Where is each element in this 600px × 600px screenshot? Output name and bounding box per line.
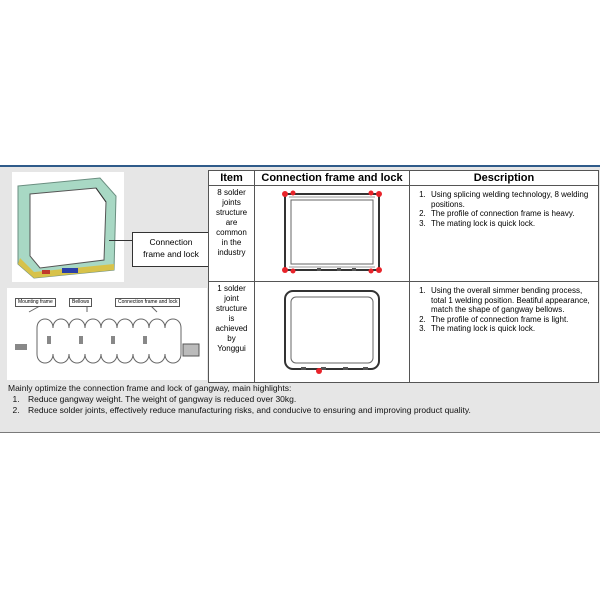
mounting-frame-label: Mounting frame bbox=[15, 298, 56, 307]
connection-frame-render bbox=[12, 172, 124, 282]
item-text: achieved bbox=[215, 324, 248, 333]
description-header: Description bbox=[410, 171, 599, 186]
item-text: structure bbox=[215, 304, 248, 313]
table-header-row bbox=[209, 171, 599, 186]
item-text: industry bbox=[217, 248, 246, 257]
item-cell bbox=[209, 186, 255, 282]
description-item: 3. The mating lock is quick lock. bbox=[428, 324, 594, 334]
description-cell bbox=[410, 186, 599, 282]
description-item: 2. The profile of connection frame is light. bbox=[428, 315, 594, 325]
item-text: is bbox=[228, 314, 235, 323]
item-text: structure bbox=[215, 208, 248, 217]
item-text: Yonggui bbox=[217, 344, 246, 353]
slide bbox=[0, 165, 600, 433]
left-illustration-panel bbox=[7, 170, 206, 378]
item-text: 1 solder bbox=[217, 284, 246, 293]
comparison-table bbox=[208, 170, 599, 383]
description-item: 3. The mating lock is quick lock. bbox=[428, 219, 594, 229]
bellows-diagram bbox=[7, 288, 207, 380]
summary-intro: Mainly optimize the connection frame and lock of gangway, main highlights: bbox=[8, 383, 292, 393]
frame-drawing-8-joints bbox=[255, 186, 410, 282]
description-cell bbox=[410, 282, 599, 383]
description-item: 1. Using the overall simmer bending process, total 1 welding position. Beatiful appearance, match the shape of gangway bellows. bbox=[428, 286, 594, 315]
frame-header: Connection frame and lock bbox=[255, 171, 410, 186]
item-text: are bbox=[225, 218, 238, 227]
item-text: 8 solder bbox=[217, 188, 246, 197]
item-text: joint bbox=[224, 294, 239, 303]
item-cell bbox=[209, 282, 255, 383]
summary-point: 2. Reduce solder joints, effectively reduce manufacturing risks, and conducive to ensuring and improving product quality. bbox=[22, 405, 593, 416]
callout-box bbox=[132, 232, 210, 267]
item-header: Item bbox=[209, 171, 255, 186]
item-text: joints bbox=[222, 198, 241, 207]
description-item: 1. Using splicing welding technology, 8 welding positions. bbox=[428, 190, 594, 209]
bellows-label: Bellows bbox=[69, 298, 92, 307]
frame-drawing-1-joint bbox=[255, 282, 410, 383]
summary-block bbox=[8, 383, 593, 416]
callout-line-2: frame and lock bbox=[143, 249, 199, 259]
description-item: 2. The profile of connection frame is heavy. bbox=[428, 209, 594, 219]
item-text: in the bbox=[221, 238, 242, 247]
connection-frame-lock-label: Connection frame and lock bbox=[115, 298, 180, 307]
summary-point: 1. Reduce gangway weight. The weight of gangway is reduced over 30kg. bbox=[22, 394, 593, 405]
item-text: by bbox=[227, 334, 236, 343]
table-row bbox=[209, 282, 599, 383]
item-text: common bbox=[216, 228, 247, 237]
callout-line-1: Connection bbox=[149, 237, 193, 247]
table-row bbox=[209, 186, 599, 282]
callout-leader-line bbox=[109, 240, 133, 241]
